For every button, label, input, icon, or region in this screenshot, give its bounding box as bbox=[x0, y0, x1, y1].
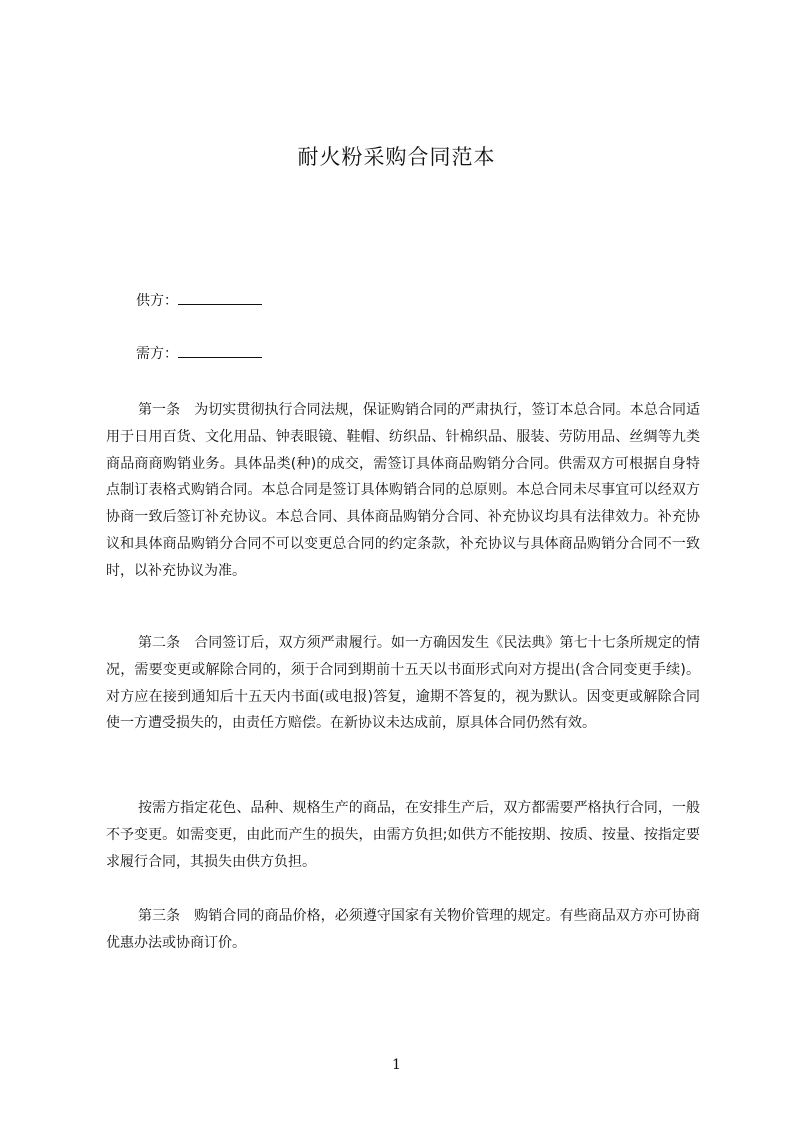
document-title: 耐火粉采购合同范本 bbox=[297, 145, 496, 169]
article-2-paragraph: 第二条 合同签订后，双方须严肃履行。如一方确因发生《民法典》第七十七条所规定的情况，需要变更或解除合同的，须于合同到期前十五天以书面形式向对方提出(含合同变更手续)。对方应在接到通知后十五天内书面(或电报)答复，逾期不答复的，视为默认。因变更或解除合同使一方遭受损失的，由责任方赔偿。在新协议未达成前，原具体合同仍然有效。 bbox=[106, 635, 700, 732]
article-2-supplement-paragraph: 按需方指定花色、品种、规格生产的商品，在安排生产后，双方都需要严格执行合同，一般不予变更。如需变更，由此而产生的损失，由需方负担;如供方不能按期、按质、按量、按指定要求履行合同，其损失由供方负担。 bbox=[106, 800, 700, 870]
supplier-field bbox=[136, 290, 262, 311]
buyer-blank-line bbox=[178, 343, 262, 358]
article-1-paragraph: 第一条 为切实贯彻执行合同法规，保证购销合同的严肃执行，签订本总合同。本总合同适用于日用百货、文化用品、钟表眼镜、鞋帽、纺织品、针棉织品、服装、劳防用品、丝绸等九类商品商商购销业务。具体品类(种)的成交，需签订具体商品购销分合同。供需双方可根据自身特点制订表格式购销合同。本总合同是签订具体购销合同的总原则。本总合同未尽事宜可以经双方协商一致后签订补充协议。本总合同、具体商品购销分合同、补充协议均具有法律效力。补充协议和具体商品购销分合同不可以变更总合同的约定条款，补充协议与具体商品购销分合同不一致时，以补充协议为准。 bbox=[106, 402, 700, 579]
buyer-field bbox=[136, 343, 262, 364]
buyer-label: 需方： bbox=[136, 346, 178, 362]
page-number: 1 bbox=[392, 1057, 401, 1073]
supplier-blank-line bbox=[178, 290, 262, 305]
supplier-label: 供方： bbox=[136, 293, 178, 309]
article-3-paragraph: 第三条 购销合同的商品价格，必须遵守国家有关物价管理的规定。有些商品双方亦可协商优惠办法或协商订价。 bbox=[106, 908, 700, 951]
